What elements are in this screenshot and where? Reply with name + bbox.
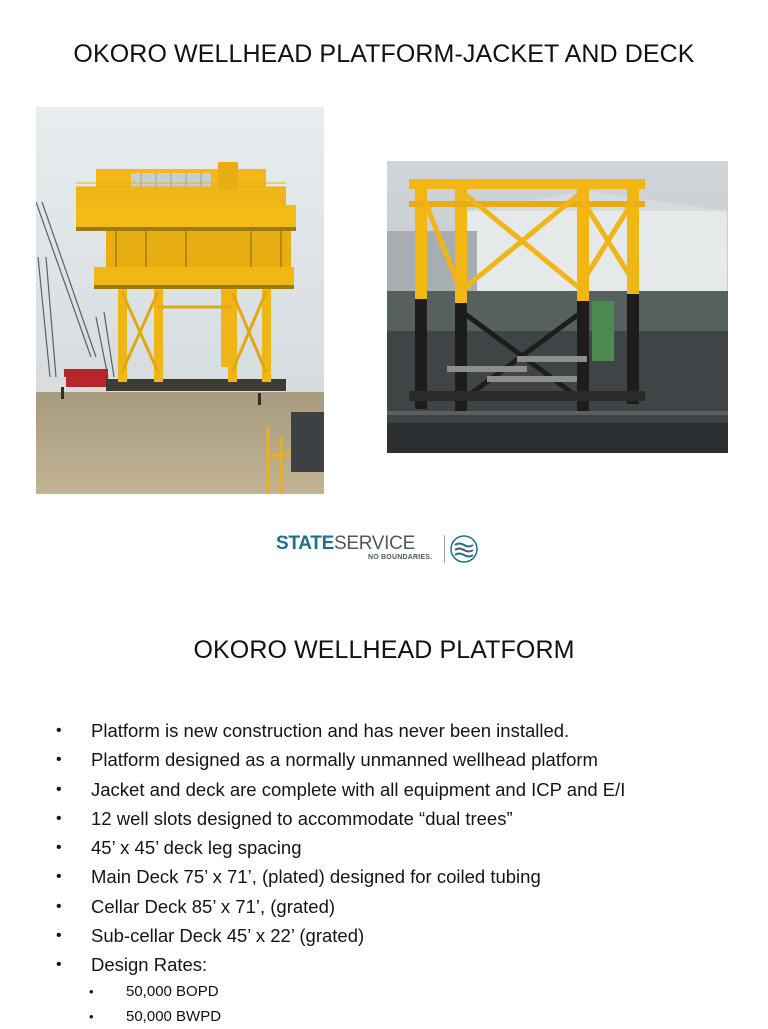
- bullet-dot: •: [56, 927, 62, 945]
- slide-title-jacket-and-deck: OKORO WELLHEAD PLATFORM-JACKET AND DECK: [73, 40, 695, 68]
- list-item-text: Jacket and deck are complete with all equipment and ICP and E/I: [91, 778, 626, 800]
- bullet-dot: •: [56, 839, 62, 857]
- bullet-dot: •: [89, 984, 94, 999]
- slide-title-wellhead-platform: OKORO WELLHEAD PLATFORM: [193, 636, 575, 664]
- list-item: [0, 716, 768, 745]
- list-item: [0, 979, 768, 1004]
- list-item-text: Platform is new construction and has never been installed.: [91, 720, 570, 741]
- list-item: [0, 1004, 768, 1029]
- logo-brand-light: SERVICE: [333, 533, 415, 554]
- bullet-dot: •: [89, 1009, 94, 1024]
- list-item-text: 45’ x 45’ deck leg spacing: [91, 837, 302, 859]
- list-item-text: Platform designed as a normally unmanned wellhead platform: [91, 749, 598, 771]
- logo-wordmark: [276, 533, 415, 556]
- logo-brand-bold: STATE: [276, 533, 334, 554]
- bullet-dot: •: [56, 868, 62, 886]
- list-item-text: 50,000 BOPD: [126, 983, 219, 1000]
- bullet-dot: •: [56, 897, 62, 915]
- list-item: [0, 833, 768, 862]
- list-item: [0, 804, 768, 833]
- list-item: [0, 892, 768, 921]
- platform-specs-list: [0, 716, 768, 980]
- list-item-text: Sub-cellar Deck 45’ x 22’ (grated): [91, 925, 365, 947]
- bullet-dot: •: [56, 809, 62, 827]
- design-rates-list: [0, 979, 768, 1029]
- logo-divider: [444, 535, 445, 563]
- list-item: [0, 745, 768, 774]
- state-service-logo: [276, 533, 486, 569]
- list-item: [0, 950, 768, 979]
- deck-photo-illustration: [36, 107, 324, 494]
- list-item-text: Design Rates:: [91, 954, 208, 976]
- list-item-text: Main Deck 75’ x 71’, (plated) designed for coiled tubing: [91, 866, 541, 888]
- jacket-photo: [387, 161, 728, 453]
- list-item: [0, 775, 768, 804]
- waves-icon: [450, 535, 478, 563]
- list-item-text: 12 well slots designed to accommodate “dual trees”: [91, 807, 513, 829]
- list-item: [0, 862, 768, 891]
- bullet-dot: •: [56, 780, 62, 798]
- bullet-dot: •: [56, 956, 62, 974]
- bullet-dot: •: [56, 751, 62, 769]
- deck-photo: [36, 107, 324, 494]
- bullet-dot: •: [56, 722, 62, 739]
- list-item-text: 50,000 BWPD: [126, 1008, 222, 1025]
- list-item-text: Cellar Deck 85’ x 71’, (grated): [91, 895, 336, 917]
- list-item: [0, 921, 768, 950]
- jacket-photo-illustration: [387, 161, 728, 453]
- logo-tagline: NO BOUNDARIES.: [368, 554, 433, 561]
